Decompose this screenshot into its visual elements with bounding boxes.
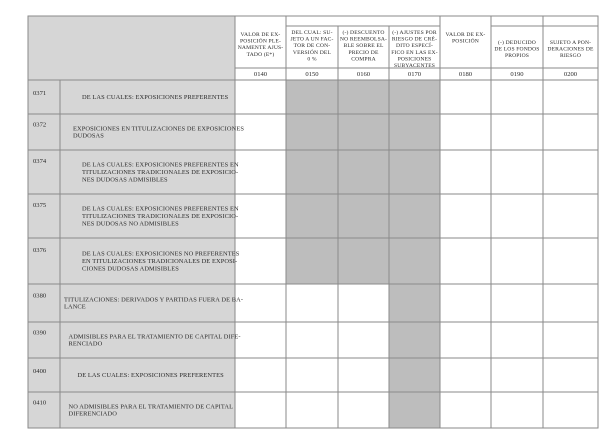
- data-cell[interactable]: [543, 322, 598, 358]
- data-cell[interactable]: [235, 80, 286, 114]
- column-header-text: JETO A UN FAC-: [290, 36, 334, 43]
- column-header-text: (-) DEDUCIDO: [498, 40, 536, 46]
- row-label-text: DIFERENCIADO: [68, 410, 117, 418]
- column-header-text: SUBYACENTES: [393, 63, 436, 69]
- data-cell[interactable]: [338, 80, 389, 114]
- data-cell[interactable]: [440, 358, 491, 392]
- data-cell[interactable]: [235, 194, 286, 238]
- row-label-text: EXPOSICIONES EN TITULIZACIONES DE EXPOSICIONES: [73, 125, 244, 133]
- data-cell[interactable]: [286, 358, 338, 392]
- column-header-text: VALOR DE EX-: [445, 32, 486, 38]
- column-header-text: BLE SOBRE EL: [343, 43, 384, 50]
- data-cell[interactable]: [286, 392, 338, 428]
- column-header-text: DERACIONES DE: [547, 46, 594, 53]
- data-cell[interactable]: [389, 284, 440, 322]
- column-code: 0140: [253, 71, 268, 78]
- row-code: 0410: [33, 399, 47, 407]
- data-cell[interactable]: [338, 150, 389, 194]
- data-cell[interactable]: [491, 150, 543, 194]
- row-label-text: DUDOSAS: [73, 132, 104, 140]
- column-header-text: RIESGO DE CRÉ-: [391, 36, 438, 43]
- column-header-text: 0 %: [307, 56, 317, 63]
- data-cell[interactable]: [491, 238, 543, 284]
- data-cell[interactable]: [286, 150, 338, 194]
- column-code: 0190: [510, 71, 524, 78]
- row-label-text: TITULIZACIONES TRADICIONALES DE EXPOSICIO-: [82, 213, 239, 220]
- row-label-text: LANCE: [64, 303, 86, 311]
- data-cell[interactable]: [440, 194, 491, 238]
- data-cell[interactable]: [338, 392, 389, 428]
- column-header-text: COMPRA: [351, 56, 376, 63]
- column-header-text: PRECIO DE: [348, 49, 379, 56]
- data-cell[interactable]: [543, 392, 598, 428]
- data-cell[interactable]: [235, 358, 286, 392]
- column-code: 0200: [563, 71, 578, 78]
- data-cell[interactable]: [389, 150, 440, 194]
- data-cell[interactable]: [389, 114, 440, 150]
- column-header-text: PROPIOS: [504, 53, 530, 60]
- row-code: 0372: [33, 121, 47, 129]
- row-code: 0400: [33, 368, 47, 375]
- data-cell[interactable]: [338, 284, 389, 322]
- data-cell[interactable]: [440, 284, 491, 322]
- data-cell[interactable]: [491, 392, 543, 428]
- data-cell[interactable]: [440, 150, 491, 194]
- data-cell[interactable]: [338, 194, 389, 238]
- data-cell[interactable]: [491, 358, 543, 392]
- data-cell[interactable]: [286, 284, 338, 322]
- data-cell[interactable]: [286, 80, 338, 114]
- column-header-text: RIESGO: [559, 53, 582, 60]
- column-code: 0160: [356, 71, 371, 78]
- data-cell[interactable]: [440, 238, 491, 284]
- data-cell[interactable]: [543, 238, 598, 284]
- column-header-text: DITO ESPECÍ-: [396, 43, 433, 50]
- column-code: 0180: [458, 71, 473, 78]
- data-cell[interactable]: [389, 322, 440, 358]
- data-cell[interactable]: [286, 194, 338, 238]
- row-label-text: NES DUDOSAS NO ADMISIBLES: [82, 220, 179, 228]
- data-cell[interactable]: [235, 392, 286, 428]
- row-label-text: TITULIZACIONES: DERIVADOS Y PARTIDAS FUERA DE BA-: [64, 296, 244, 304]
- row-label-text: DE LAS CUALES: EXPOSICIONES PREFERENTES EN: [82, 161, 239, 169]
- data-cell[interactable]: [440, 114, 491, 150]
- data-cell[interactable]: [543, 114, 598, 150]
- row-label-text: DE LAS CUALES: EXPOSICIONES PREFERENTES EN: [82, 205, 239, 213]
- row-code: 0376: [33, 246, 47, 254]
- row-label-text: CIONES DUDOSAS ADMISIBLES: [82, 265, 179, 273]
- data-cell[interactable]: [491, 114, 543, 150]
- data-cell[interactable]: [389, 194, 440, 238]
- row-label-text: NO ADMISIBLES PARA EL TRATAMIENTO DE CAPITAL: [68, 403, 234, 411]
- row-label-text: DE LAS CUALES: EXPOSICIONES NO PREFERENTES: [82, 250, 240, 258]
- data-cell[interactable]: [235, 322, 286, 358]
- data-cell[interactable]: [338, 238, 389, 284]
- data-cell[interactable]: [543, 150, 598, 194]
- data-cell[interactable]: [491, 322, 543, 358]
- data-cell[interactable]: [338, 114, 389, 150]
- data-cell[interactable]: [389, 80, 440, 114]
- column-header-text: POSICIÓN PLE-: [240, 38, 281, 45]
- column-header-text: VERSIÓN DEL: [292, 49, 332, 56]
- column-header-text: NAMENTE AJUS-: [237, 45, 284, 52]
- column-header-text: (-) DESCUENTO: [342, 30, 385, 36]
- data-cell[interactable]: [543, 358, 598, 392]
- data-cell[interactable]: [338, 322, 389, 358]
- column-header-text: VALOR DE EX-: [240, 32, 281, 38]
- data-cell[interactable]: [491, 80, 543, 114]
- row-code: 0380: [33, 292, 47, 300]
- column-code: 0150: [305, 71, 319, 78]
- column-code: 0170: [407, 71, 422, 78]
- data-cell[interactable]: [389, 238, 440, 284]
- row-code: 0390: [33, 329, 47, 337]
- row-code: 0371: [33, 90, 47, 97]
- data-cell[interactable]: [235, 238, 286, 284]
- data-cell[interactable]: [440, 392, 491, 428]
- data-cell[interactable]: [543, 284, 598, 322]
- row-label-text: DE LAS CUALES: EXPOSICIONES PREFERENTES: [82, 94, 229, 101]
- column-header-text: DE LOS FONDOS: [494, 46, 540, 53]
- row-code: 0374: [33, 157, 47, 165]
- column-header-text: SUJETO A PON-: [549, 40, 592, 46]
- data-cell[interactable]: [543, 80, 598, 114]
- column-header-text: TOR DE CON-: [293, 43, 331, 50]
- column-header-text: DEL CUAL: SU-: [291, 30, 333, 36]
- row-label-text: ADMISIBLES PARA EL TRATAMIENTO DE CAPITAL DIFE-: [68, 333, 241, 341]
- column-header-text: TADO (E*): [246, 51, 275, 58]
- row-label-text: RENCIADO: [68, 340, 103, 348]
- row-label-text: NES DUDOSAS ADMISIBLES: [82, 176, 168, 184]
- data-cell[interactable]: [389, 358, 440, 392]
- column-header-text: POSICIONES: [397, 56, 432, 63]
- row-label-text: TITULIZACIONES TRADICIONALES DE EXPOSICIO-: [82, 169, 239, 176]
- data-cell[interactable]: [491, 284, 543, 322]
- data-cell[interactable]: [440, 80, 491, 114]
- data-cell[interactable]: [491, 194, 543, 238]
- data-cell[interactable]: [235, 150, 286, 194]
- row-code: 0375: [33, 201, 47, 209]
- data-cell[interactable]: [440, 322, 491, 358]
- data-cell[interactable]: [543, 194, 598, 238]
- row-label-text: DE LAS CUALES: EXPOSICIONES PREFERENTES: [77, 372, 224, 379]
- data-cell[interactable]: [389, 392, 440, 428]
- data-cell[interactable]: [286, 238, 338, 284]
- column-header-text: FICO EN LAS EX-: [391, 49, 438, 56]
- data-cell[interactable]: [338, 358, 389, 392]
- row-label-text: EN TITULIZACIONES TRADICIONALES DE EXPOSI-: [82, 258, 238, 265]
- data-cell[interactable]: [286, 114, 338, 150]
- column-header-text: POSICIÓN: [452, 38, 479, 45]
- data-cell[interactable]: [286, 322, 338, 358]
- column-header-text: NO REEMBOLSA-: [339, 36, 388, 43]
- column-header-text: (-) AJUSTES POR: [392, 30, 437, 36]
